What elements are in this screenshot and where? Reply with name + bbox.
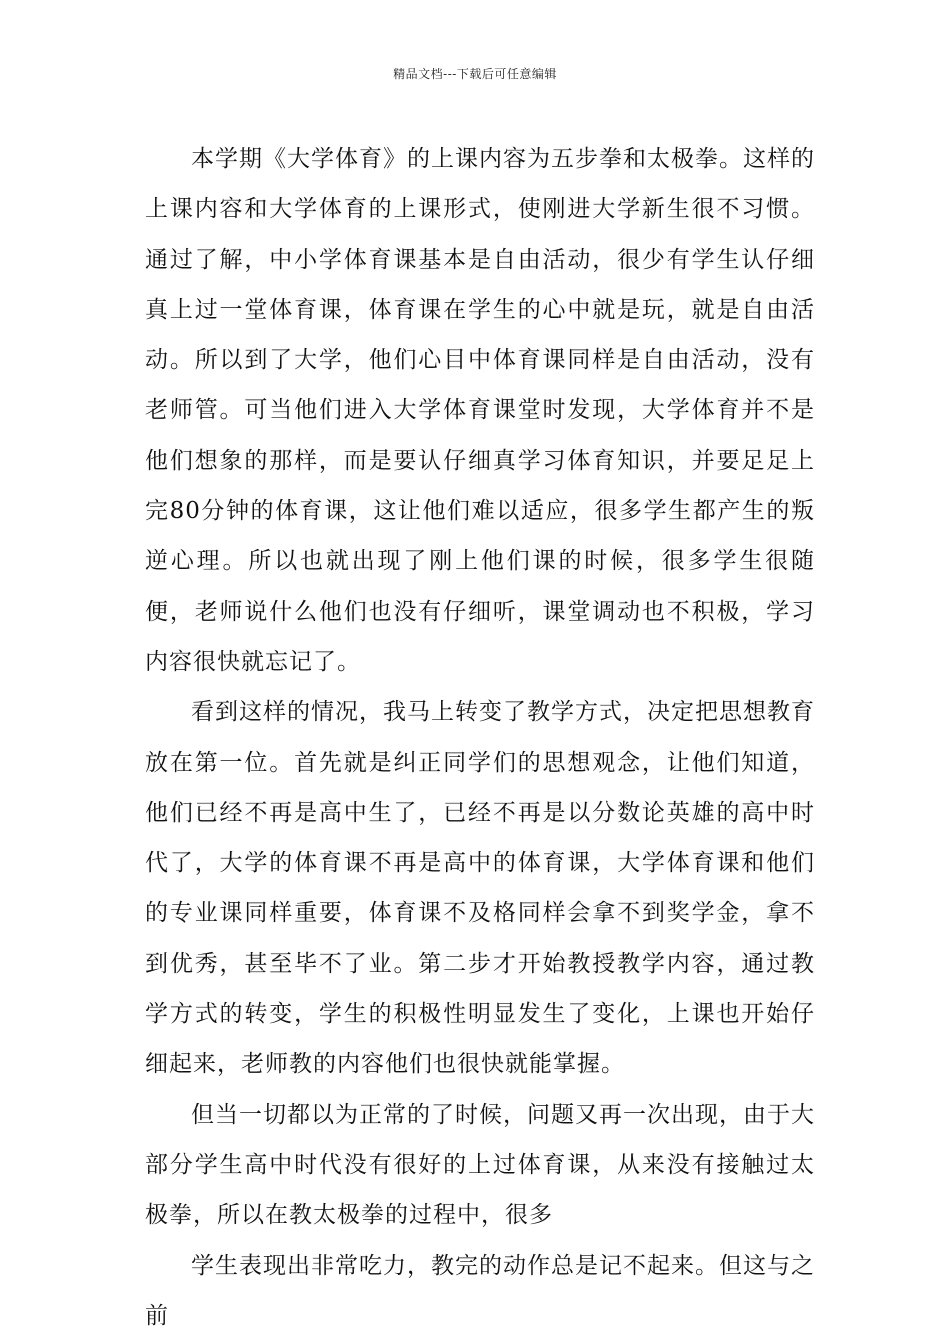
paragraph-3: 但当一切都以为正常的了时候，问题又再一次出现，由于大部分学生高中时代没有很好的上过体育课，从来没有接触过太极拳，所以在教太极拳的过程中，很多 (145, 1101, 815, 1229)
page-header: 精品文档---下载后可任意编辑 (393, 67, 557, 81)
document-body (145, 134, 815, 1341)
paragraph-2: 看到这样的情况，我马上转变了教学方式，决定把思想教育放在第一位。首先就是纠正同学们的思想观念，让他们知道，他们已经不再是高中生了，已经不再是以分数论英雄的高中时代了，大学的体育课不再是高中的体育课，大学体育课和他们的专业课同样重要，体育课不及格同样会拿不到奖学金，拿不到优秀，甚至毕不了业。第二步才开始教授教学内容，通过教学方式的转变，学生的积极性明显发生了变化，上课也开始仔细起来，老师教的内容他们也很快就能掌握。 (145, 699, 815, 1078)
paragraph-1: 本学期《大学体育》的上课内容为五步拳和太极拳。这样的上课内容和大学体育的上课形式，使刚进大学新生很不习惯。通过了解，中小学体育课基本是自由活动，很少有学生认仔细真上过一堂体育课，体育课在学生的心中就是玩，就是自由活动。所以到了大学，他们心目中体育课同样是自由活动，没有老师管。可当他们进入大学体育课堂时发现，大学体育并不是他们想象的那样，而是要认仔细真学习体育知识，并要足足上完80分钟的体育课，这让他们难以适应，很多学生都产生的叛逆心理。所以也就出现了刚上他们课的时候，很多学生很随便，老师说什么他们也没有仔细听，课堂调动也不积极，学习内容很快就忘记了。 (145, 146, 815, 675)
paragraph-4: 学生表现出非常吃力，教完的动作总是记不起来。但这与之前 (145, 1252, 815, 1329)
